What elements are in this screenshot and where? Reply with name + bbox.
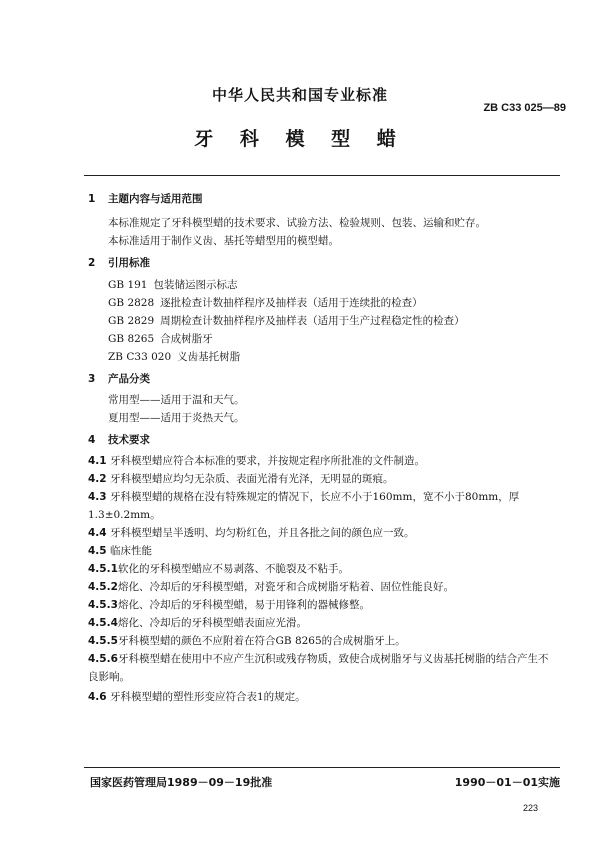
- reference-title: 包装储运图示标志: [153, 279, 238, 291]
- clause-4-5: [88, 544, 152, 559]
- clause-4-5-4: [88, 616, 307, 631]
- clause-number: 4.5.6: [88, 653, 118, 665]
- clause-4-5-6: [88, 652, 549, 667]
- clause-number: 4.4: [88, 527, 107, 539]
- clause-text: 牙科模型蜡的塑性形变应符合表1的规定。: [110, 691, 306, 703]
- clause-4-5-3: [88, 598, 370, 613]
- clause-number: 4.2: [88, 473, 107, 485]
- clause-number: 4.5.1: [88, 563, 118, 575]
- section-number: 2: [88, 257, 96, 269]
- reference-item: [108, 314, 465, 329]
- section-title: 主题内容与适用范围: [108, 193, 203, 205]
- clause-text: 牙科模型蜡呈半透明、均匀粉红色，并且各批之间的颜色应一致。: [110, 527, 415, 539]
- reference-item: [108, 278, 237, 293]
- footer-divider: [84, 767, 560, 768]
- section-4-heading: [88, 433, 150, 448]
- clause-number: 4.5: [88, 545, 107, 557]
- section-title: 引用标准: [108, 257, 150, 269]
- effective-date: 1990－01－01实施: [454, 776, 560, 789]
- clause-4-6: [88, 690, 306, 705]
- clause-4-4: [88, 526, 415, 541]
- reference-title: 逐批检查计数抽样程序及抽样表（适用于连续批的检查）: [160, 297, 423, 309]
- reference-item: [108, 332, 213, 347]
- clause-4-2: [88, 472, 394, 487]
- clause-text: 熔化、冷却后的牙科模型蜡表面应光滑。: [118, 617, 307, 629]
- reference-code: GB 2828: [108, 297, 155, 309]
- reference-title: 周期检查计数抽样程序及抽样表（适用于生产过程稳定性的检查）: [160, 315, 465, 327]
- section-title: 技术要求: [108, 434, 150, 446]
- clause-number: 4.5.4: [88, 617, 118, 629]
- document-title: 牙 科 模 型 蜡: [194, 128, 406, 150]
- reference-code: GB 8265: [108, 333, 155, 345]
- clause-text: 牙科模型蜡应均匀无杂质、表面光滑有光泽，无明显的斑痕。: [110, 473, 394, 485]
- reference-title: 义齿基托树脂: [177, 351, 241, 363]
- clause-text: 软化的牙科模型蜡应不易剥落、不脆裂及不粘手。: [118, 563, 349, 575]
- section-3-heading: [88, 372, 150, 387]
- clause-number: 4.6: [88, 691, 107, 703]
- reference-code: GB 2829: [108, 315, 155, 327]
- clause-number: 4.3: [88, 491, 107, 503]
- reference-code: GB 191: [108, 279, 148, 291]
- section-title: 产品分类: [108, 373, 150, 385]
- section-1-heading: [88, 192, 203, 207]
- paragraph: 夏用型——适用于炎热天气。: [108, 412, 245, 424]
- reference-title: 合成树脂牙: [160, 333, 213, 345]
- paragraph: 本标准适用于制作义齿、基托等蜡型用的模型蜡。: [108, 235, 339, 247]
- header-divider: [84, 175, 560, 176]
- clause-text: 牙科模型蜡在使用中不应产生沉积或残存物质，致使合成树脂牙与义齿基托树脂的结合产生不: [118, 653, 549, 665]
- paragraph: 常用型——适用于温和天气。: [108, 394, 245, 406]
- clause-number: 4.5.3: [88, 599, 118, 611]
- section-number: 4: [88, 434, 96, 446]
- paragraph: 本标准规定了牙科模型蜡的技术要求、试验方法、检验规则、包装、运输和贮存。: [108, 217, 486, 229]
- clause-4-3: [88, 490, 519, 505]
- standard-code: ZB C33 025—89: [483, 102, 566, 114]
- page-number: 223: [522, 803, 538, 813]
- clause-continuation: 1.3±0.2mm。: [88, 509, 161, 521]
- clause-text: 临床性能: [110, 545, 152, 557]
- clause-4-1: [88, 454, 425, 469]
- section-2-heading: [88, 256, 150, 271]
- clause-number: 4.1: [88, 455, 107, 467]
- reference-item: [108, 296, 423, 311]
- clause-text: 熔化、冷却后的牙科模型蜡，易于用锋利的器械修整。: [118, 599, 370, 611]
- reference-item: [108, 350, 240, 365]
- clause-4-5-2: [88, 580, 454, 595]
- section-number: 1: [88, 193, 96, 205]
- clause-text: 牙科模型蜡的规格在没有特殊规定的情况下，长应不小于160mm，宽不小于80mm，厚: [110, 491, 520, 503]
- clause-number: 4.5.2: [88, 581, 118, 593]
- clause-4-5-5: [88, 634, 406, 649]
- clause-text: 熔化、冷却后的牙科模型蜡，对瓷牙和合成树脂牙粘着、固位性能良好。: [118, 581, 454, 593]
- clause-text: 牙科模型蜡应符合本标准的要求，并按规定程序所批准的文件制造。: [110, 455, 425, 467]
- issuing-organization: 中华人民共和国专业标准: [211, 86, 388, 104]
- reference-code: ZB C33 020: [108, 351, 172, 363]
- clause-text: 牙科模型蜡的颜色不应附着在符合GB 8265的合成树脂牙上。: [118, 635, 406, 647]
- clause-4-5-1: [88, 562, 349, 577]
- clause-number: 4.5.5: [88, 635, 118, 647]
- section-number: 3: [88, 373, 96, 385]
- clause-continuation: 良影响。: [88, 671, 130, 683]
- approval-date: 国家医药管理局1989－09－19批准: [90, 776, 273, 789]
